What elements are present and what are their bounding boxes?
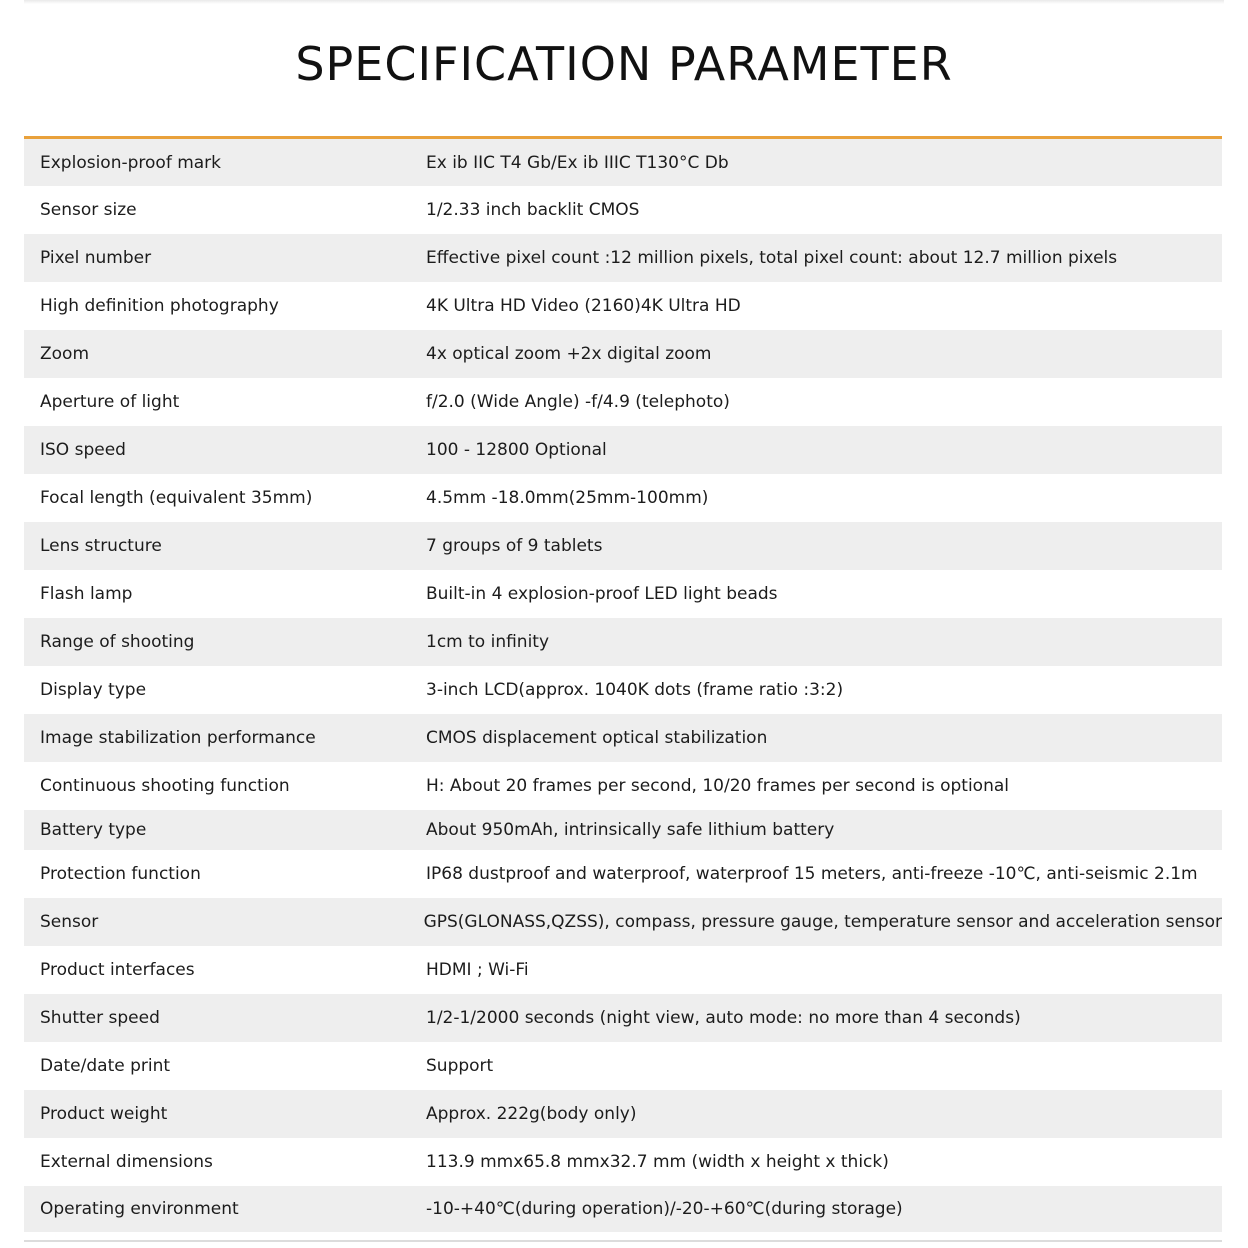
spec-row [24,1042,1222,1090]
spec-label: Flash lamp [40,584,133,604]
spec-value: GPS(GLONASS,QZSS), compass, pressure gauge, temperature sensor and acceleration sensor [423,912,1222,932]
spec-value: 7 groups of 9 tablets [426,536,603,556]
spec-value: 4.5mm -18.0mm(25mm-100mm) [426,488,709,508]
spec-label: Product interfaces [40,960,195,980]
spec-row [24,618,1222,666]
spec-label: Sensor [40,912,99,932]
spec-label: Lens structure [40,536,162,556]
spec-value: f/2.0 (Wide Angle) -f/4.9 (telephoto) [426,392,730,412]
spec-label: ISO speed [40,440,126,460]
spec-row [24,522,1222,570]
spec-row [24,474,1222,522]
bottom-rule [24,1240,1222,1242]
spec-row [24,666,1222,714]
spec-value: CMOS displacement optical stabilization [426,728,768,748]
spec-row [24,1090,1222,1138]
spec-label: External dimensions [40,1152,213,1172]
spec-value: 4x optical zoom +2x digital zoom [426,344,712,364]
spec-value: 1/2.33 inch backlit CMOS [426,200,640,220]
spec-label: Operating environment [40,1199,239,1219]
spec-label: Image stabilization performance [40,728,316,748]
spec-row [24,1138,1222,1186]
spec-label: Date/date print [40,1056,171,1076]
spec-value: Approx. 222g(body only) [426,1104,637,1124]
spec-row [24,946,1222,994]
spec-value: 4K Ultra HD Video (2160)4K Ultra HD [426,296,741,316]
spec-row [24,570,1222,618]
spec-label: Zoom [40,344,90,364]
spec-value: 1cm to infinity [426,632,550,652]
spec-value: 113.9 mmx65.8 mmx32.7 mm (width x height x thick) [426,1152,889,1172]
spec-table [24,139,1222,1232]
spec-value: Ex ib IIC T4 Gb/Ex ib IIIC T130°C Db [426,152,729,173]
spec-value: About 950mAh, intrinsically safe lithium battery [426,820,835,840]
spec-row [24,330,1222,378]
spec-row [24,994,1222,1042]
spec-row [24,898,1222,946]
spec-label: Product weight [40,1104,168,1124]
spec-row [24,426,1222,474]
spec-label: Pixel number [40,248,152,268]
spec-value: Built-in 4 explosion-proof LED light beads [426,584,778,604]
top-divider [24,0,1224,4]
spec-row [24,1186,1222,1232]
spec-value: HDMI ; Wi-Fi [426,960,529,980]
spec-row [24,234,1222,282]
spec-row [24,186,1222,234]
spec-label: Explosion-proof mark [40,152,222,173]
spec-label: Aperture of light [40,392,180,412]
page-title: SPECIFICATION PARAMETER [295,37,953,91]
spec-row [24,850,1222,898]
spec-row [24,378,1222,426]
spec-row [24,810,1222,850]
spec-label: Display type [40,680,147,700]
spec-label: High definition photography [40,296,279,316]
spec-row [24,714,1222,762]
spec-value: 100 - 12800 Optional [426,440,607,460]
spec-value: -10-+40℃(during operation)/-20-+60℃(during storage) [426,1199,903,1219]
spec-row [24,139,1222,186]
spec-value: Support [426,1056,494,1076]
spec-row [24,282,1222,330]
spec-value: 1/2-1/2000 seconds (night view, auto mode: no more than 4 seconds) [426,1008,1021,1028]
spec-label: Range of shooting [40,632,195,652]
spec-label: Focal length (equivalent 35mm) [40,488,313,508]
spec-value: Effective pixel count :12 million pixels, total pixel count: about 12.7 million pixels [426,248,1118,268]
spec-value: H: About 20 frames per second, 10/20 frames per second is optional [426,776,1009,796]
spec-value: 3-inch LCD(approx. 1040K dots (frame ratio :3:2) [426,680,844,700]
spec-label: Sensor size [40,200,137,220]
spec-label: Battery type [40,820,147,840]
spec-label: Shutter speed [40,1008,160,1028]
spec-value: IP68 dustproof and waterproof, waterproof 15 meters, anti-freeze -10℃, anti-seismic 2.1m [426,864,1198,884]
spec-label: Continuous shooting function [40,776,290,796]
spec-label: Protection function [40,864,201,884]
spec-row [24,762,1222,810]
